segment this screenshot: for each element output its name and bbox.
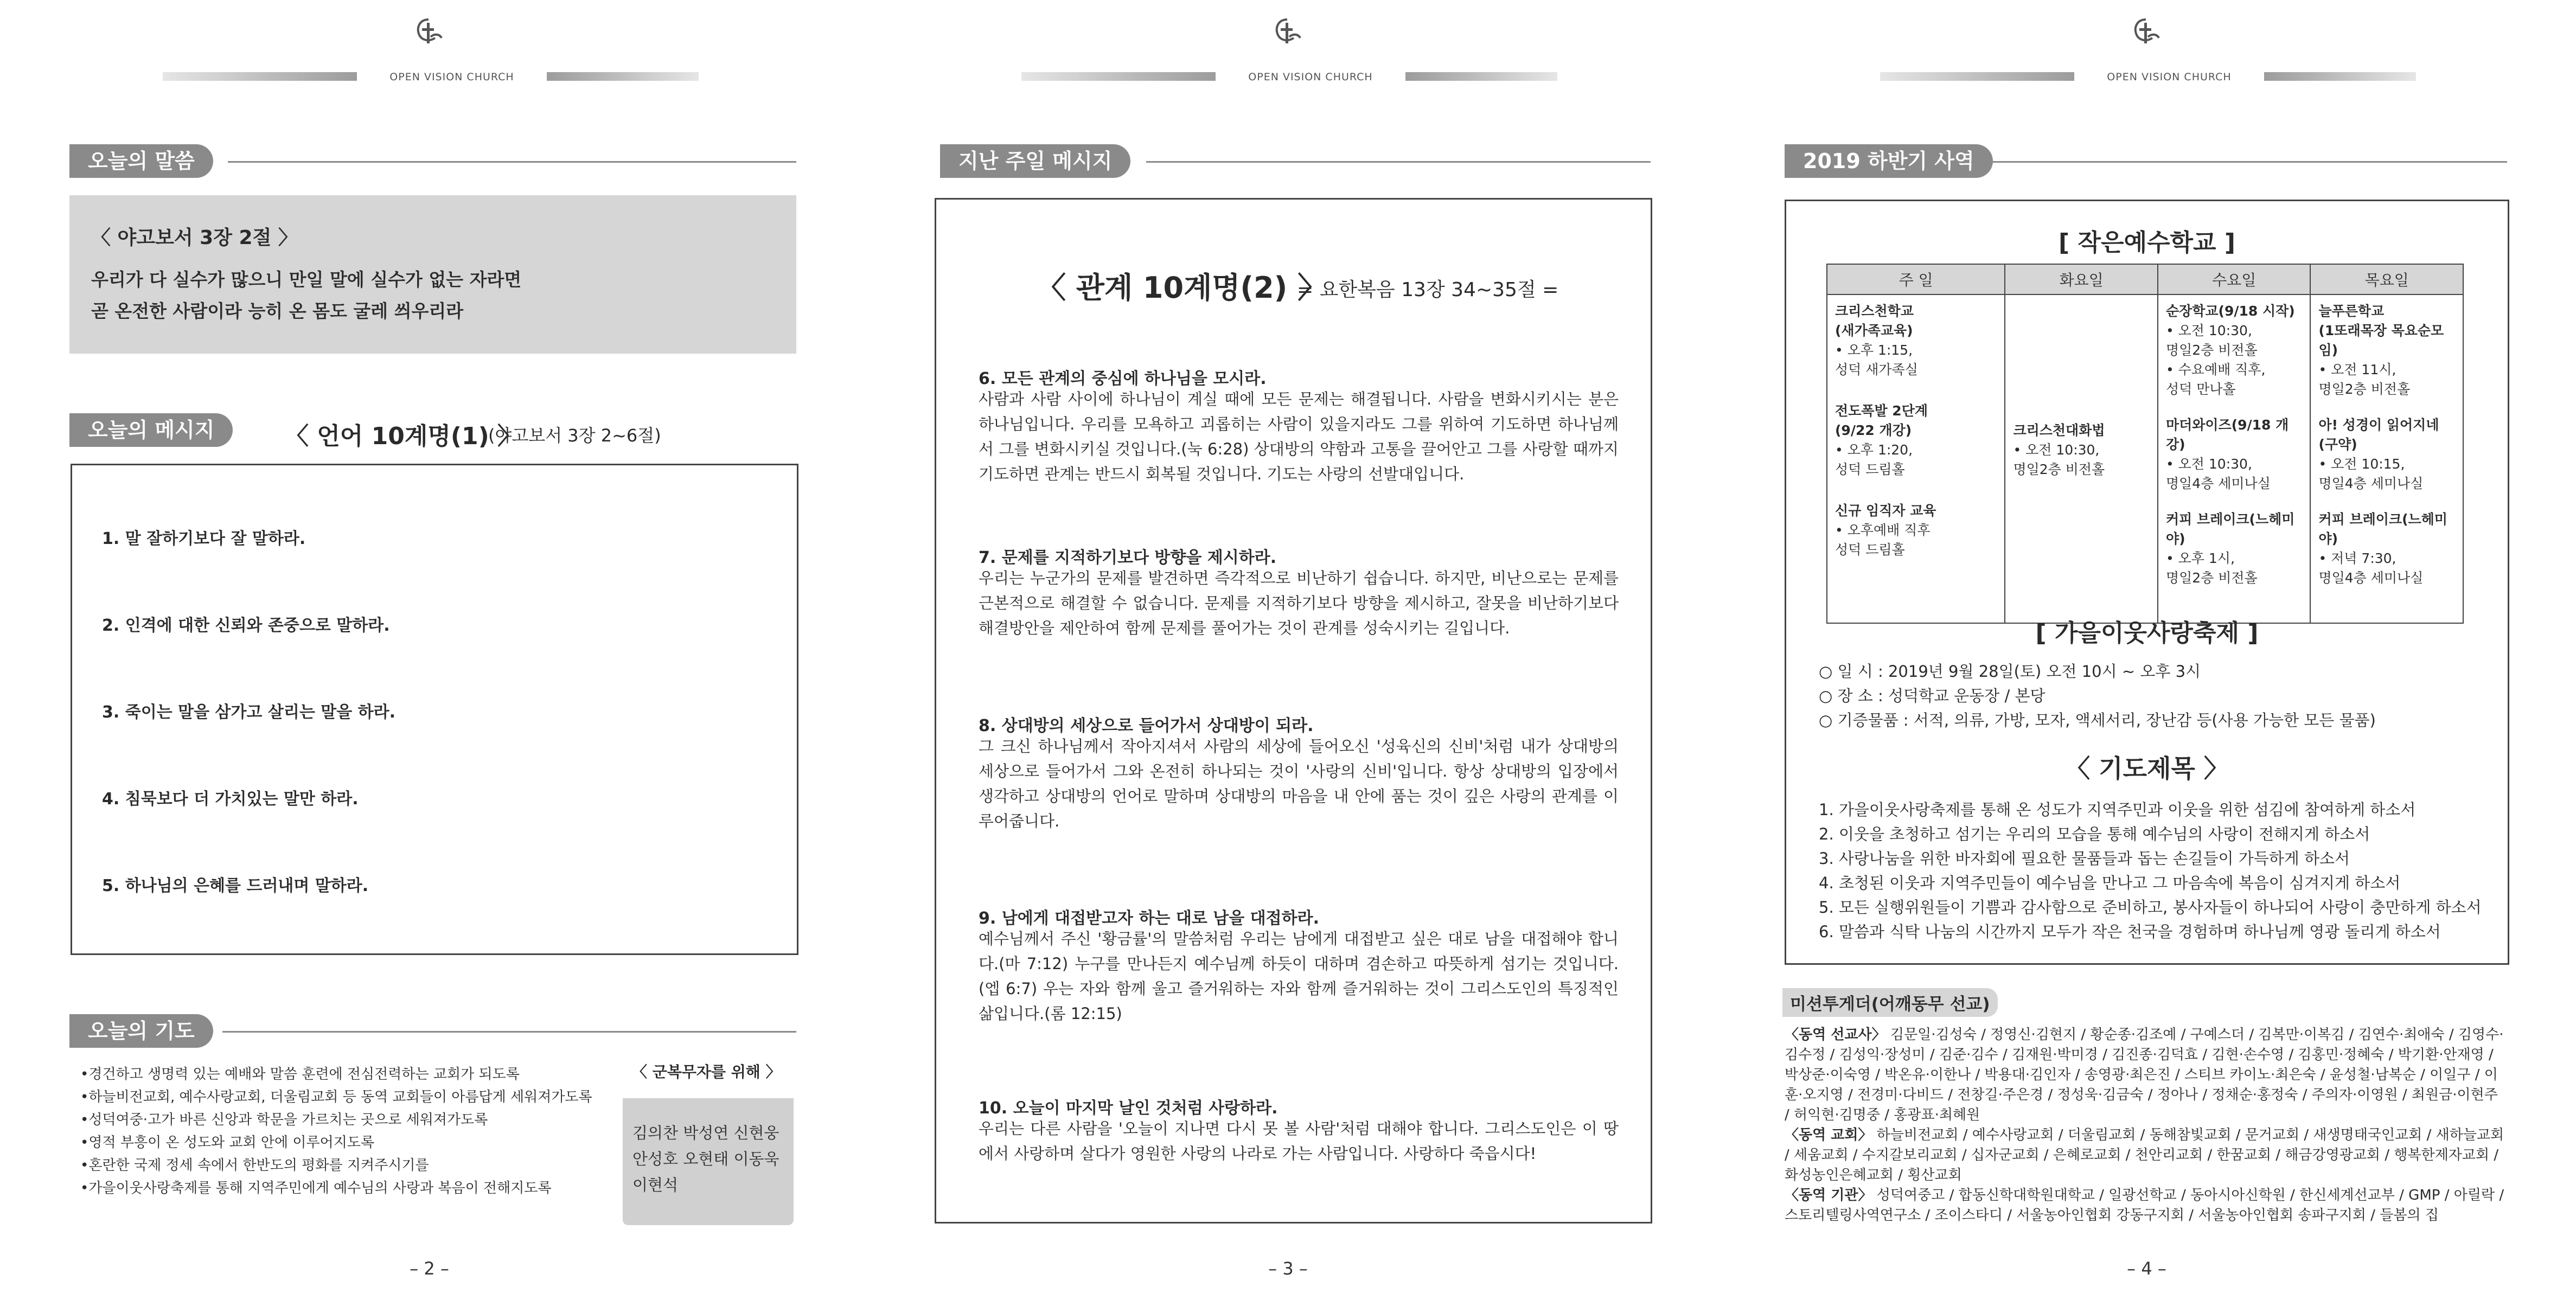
festival-title: [ 가을이웃사랑축제 ] (2035, 619, 2259, 647)
table-cell-tuesday (2005, 294, 2158, 623)
military-box (623, 1098, 794, 1225)
class-name: 커피 브레이크(느헤미야) (2165, 511, 2295, 547)
mission-entry (1785, 1186, 2506, 1226)
verse-box (69, 195, 796, 354)
church-name: OPEN VISION CHURCH (2107, 71, 2232, 83)
section-rule (222, 1031, 796, 1033)
bulletin-page-3 (859, 0, 1717, 1294)
prayer-item: •경건하고 생명력 있는 예배와 말씀 훈련에 전심전력하는 교회가 되도록 (80, 1066, 520, 1082)
section-rule (1989, 161, 2507, 163)
mission-label: 〈동역 선교사〉 (1785, 1027, 1886, 1043)
header-bar-right (2264, 72, 2416, 81)
class-time: • 오전 11시, 명일2층 비전홀 (2318, 362, 2411, 397)
verse-line: 곧 온전한 사람이라 능히 온 몸도 굴레 씌우리라 (91, 300, 464, 322)
message-title: 〈 언어 10계명(1) 〉 (285, 422, 522, 450)
sermon-point-heading: 10. 오늘이 마지막 날인 것처럼 사랑하라. (979, 1099, 1278, 1118)
section-title-ministry: 2019 하반기 사역 (1785, 144, 1993, 178)
header-bar-left (163, 72, 357, 81)
prayer-topic: 1. 가을이웃사랑축제를 통해 온 성도가 지역주민과 이웃을 위한 섬김에 참여하게 하소서 (1819, 800, 2416, 819)
class-name: 순장학교(9/18 시작) (2165, 303, 2295, 319)
military-names: 이현석 (632, 1176, 679, 1194)
mission-entry (1785, 1125, 2506, 1186)
mission-entry (1785, 1025, 2506, 1125)
prayer-item: •하늘비전교회, 예수사랑교회, 더울림교회 등 동역 교회들이 아름답게 세워져가도록 (80, 1089, 592, 1105)
festival-info: ○ 장 소 : 성덕학교 운동장 / 본당 (1819, 687, 2046, 705)
prayer-topic: 6. 말씀과 식탁 나눔의 시간까지 모두가 작은 천국을 경험하며 하나님께 영광 돌리게 하소서 (1819, 923, 2441, 941)
section-title-prayer: 오늘의 기도 (69, 1014, 213, 1048)
verse-line: 우리가 다 실수가 많으니 만일 말에 실수가 없는 자라면 (91, 269, 522, 290)
festival-info: ○ 기증물품 : 서적, 의류, 가방, 모자, 액세서리, 장난감 등(사용 가능한 모든 물품) (1819, 711, 2376, 729)
school-title: [ 작은예수학교 ] (2059, 229, 2235, 257)
sermon-point-body: 그 크신 하나님께서 작아지셔서 사람의 세상에 들어오신 '성육신의 신비'처럼 내가 상대방의 세상으로 들어가서 그와 온전히 하나되는 것이 '사랑의 신비'입니다. 항상 상대방의 입장에서 생각하고 상대방의 언어로 말하며 상대방의 마음을 내 안에 품는 것이 깊은 사랑의 관계를 이루어줍니다. (979, 737, 1619, 830)
page-number: – 2 – (410, 1258, 449, 1279)
header-bar-left (1880, 72, 2074, 81)
military-names: 안성호 오현태 이동욱 (632, 1150, 779, 1168)
message-item: 5. 하나님의 은혜를 드러내며 말하라. (102, 876, 369, 895)
class-time: • 오전 10:30, 명일4층 세미나실 (2165, 456, 2271, 491)
section-title-last-message: 지난 주일 메시지 (940, 144, 1130, 178)
mission-text: 하늘비전교회 / 예수사랑교회 / 더울림교회 / 동해참빛교회 / 문거교회 / 새생명태국인교회 / 새하늘교회 / 세움교회 / 수지갈보리교회 / 십자군교회 / 은혜로교회 / 천안리교회 / 한꿈교회 / 해금강영광교회 / 행복한제자교회 / 화성농인은혜교회 / 횡산교회 (1785, 1127, 2504, 1183)
class-time: • 오후예배 직후 성덕 드림홀 (1835, 522, 1931, 558)
sermon-point-body: 우리는 누군가의 문제를 발견하면 즉각적으로 비난하기 쉽습니다. 하지만, 비난으로는 문제를 근본적으로 해결할 수 없습니다. 문제를 지적하기보다 방향을 제시하고, 잘못을 비난하기보다 해결방안을 제안하여 함께 문제를 풀어가는 것이 관계를 성숙시키는 길입니다. (979, 569, 1619, 637)
verse-reference: 〈 야고보서 3장 2절 〉 (91, 227, 298, 249)
mission-label: 〈동역 교회〉 (1785, 1127, 1872, 1143)
class-name: 크리스천대화법 (2013, 422, 2105, 438)
sermon-point-body: 사람과 사람 사이에 하나님이 계실 때에 모든 문제는 해결됩니다. 사람을 변화시키시는 분은 하나님입니다. 우리를 모욕하고 괴롭히는 사람이 있을지라도 그를 위하여 기도하면 하나님께서 그를 변화시키실 것입니다.(눅 6:28) 상대방의 약함과 고통을 끌어안고 그를 사랑할 때까지 기도하면 관계는 반드시 회복될 것입니다. 기도는 사랑의 선발대입니다. (979, 390, 1619, 483)
class-time: • 오후 1:15, 성덕 새가족실 (1835, 342, 1918, 377)
class-name: 크리스천학교 (새가족교육) (1835, 303, 1914, 338)
sermon-box (935, 198, 1652, 1223)
section-rule (1146, 161, 1651, 163)
table-header: 화요일 (2005, 264, 2158, 294)
prayer-topic: 2. 이웃을 초청하고 섬기는 우리의 모습을 통해 예수님의 사랑이 전해지게 하소서 (1819, 825, 2370, 843)
bulletin-page-4 (1717, 0, 2576, 1294)
header-bar-left (1021, 72, 1216, 81)
page-header (859, 15, 1717, 83)
prayer-topic: 5. 모든 실행위원들이 기쁨과 감사함으로 준비하고, 봉사자들이 하나되어 사랑이 충만하게 하소서 (1819, 898, 2482, 917)
prayer-item: •혼란한 국제 정세 속에서 한반도의 평화를 지켜주시기를 (80, 1157, 429, 1174)
header-bar-right (547, 72, 699, 81)
sermon-point-body: 예수님께서 주신 '황금률'의 말씀처럼 우리는 남에게 대접받고 싶은 대로 남을 대접해야 합니다.(마 7:12) 누구를 만나든지 예수님께 하듯이 대하며 겸손하고 따뜻하게 섬기는 것입니다.(엡 6:7) 우는 자와 함께 울고 즐거워하는 자와 함께 즐거워하는 것이 그리스도인의 특징적인 삶입니다.(롬 12:15) (979, 930, 1619, 1023)
class-time: • 저녁 7:30, 명일4층 세미나실 (2318, 550, 2424, 586)
page-header (0, 15, 859, 83)
class-name: 전도폭발 2단계 (9/22 개강) (1835, 403, 1928, 438)
sermon-point-body: 우리는 다른 사람을 '오늘이 지나면 다시 못 볼 사람'처럼 대해야 합니다. 그리스도인은 이 땅에서 사랑하며 살다가 영원한 사랑의 나라로 가는 사람입니다. 사랑하다 죽읍시다! (979, 1119, 1619, 1163)
sermon-point-heading: 8. 상대방의 세상으로 들어가서 상대방이 되라. (979, 716, 1314, 735)
class-name: 마더와이즈(9/18 개강) (2165, 417, 2289, 452)
prayer-topic: 4. 초청된 이웃과 지역주민들이 예수님을 만나고 그 마음속에 복음이 심겨지게 하소서 (1819, 874, 2401, 892)
prayer-item: •가을이웃사랑축제를 통해 지역주민에게 예수님의 사랑과 복음이 전해지도록 (80, 1180, 552, 1196)
mission-text: 김문일·김성숙 / 정영신·김현지 / 황순종·김조예 / 구예스더 / 김복만·이복김 / 김연수·최애숙 / 김영수·김수정 / 김성익·장성미 / 김준·김수 / 김재원·박미경 / 김진종·김덕효 / 김현·손수영 / 김홍민·정혜숙 / 박기환·안재영 / 박상준·이숙영 / 박온유·이한나 / 박용대·김인자 / 송영광·최은진 / 스티브 카이노·최은숙 / 윤성철·남복순 / 이일구 / 이훈·오지영 / 전경미·다비드 / 전창길·주은경 / 정성욱·김금숙 / 정아나 / 정채순·홍정숙 / 주의자·이영원 / 최원금·이현주 / 허익현·김명중 / 홍광표·최혜원 (1785, 1027, 2504, 1123)
sermon-point-heading: 9. 남에게 대접받고자 하는 대로 남을 대접하라. (979, 909, 1319, 928)
mission-list (1785, 1025, 2506, 1226)
prayer-topic: 3. 사랑나눔을 위한 바자회에 필요한 물품들과 돕는 손길들이 가득하게 하소서 (1819, 849, 2350, 868)
table-header: 수요일 (2158, 264, 2311, 294)
section-title-word: 오늘의 말씀 (69, 144, 213, 178)
class-time: • 오후 1시, 명일2층 비전홀 (2165, 550, 2258, 586)
class-time: • 오전 10:30, 명일2층 비전홀 (2013, 442, 2105, 477)
prayer-list (80, 1063, 592, 1200)
church-logo-icon (412, 15, 445, 53)
class-time: • 오전 10:15, 명일4층 세미나실 (2318, 456, 2424, 491)
schedule-table (1826, 264, 2464, 624)
mission-title: 미션투게더(어깨동무 선교) (1782, 988, 1998, 1017)
page-number: – 3 – (1268, 1258, 1308, 1279)
mission-text: 성덕여중고 / 합동신학대학원대학교 / 일광선학교 / 동아시아신학원 / 한신세계선교부 / GMP / 아릴락 / 스토리텔링사역연구소 / 조이스타디 / 서울농아인협회 강동구지회 / 서울농아인협회 송파구지회 / 들봄의 집 (1785, 1187, 2504, 1223)
prayer-topics-title: 〈 기도제목 〉 (2065, 754, 2229, 783)
church-name: OPEN VISION CHURCH (389, 71, 514, 83)
page-header (1717, 15, 2576, 83)
table-header: 주 일 (1827, 264, 2005, 294)
church-logo-icon (2130, 15, 2162, 53)
bulletin-page-2 (0, 0, 859, 1294)
class-name: 커피 브레이크(느헤미야) (2318, 511, 2447, 547)
section-title-message: 오늘의 메시지 (69, 413, 233, 447)
class-name: 늘푸른학교 (1또래목장 목요순모임) (2318, 303, 2444, 358)
prayer-item: •성덕여중·고가 바른 신앙과 학문을 가르치는 곳으로 세워져가도록 (80, 1112, 488, 1128)
message-item: 1. 말 잘하기보다 잘 말하라. (102, 529, 306, 548)
ministry-box (1785, 200, 2509, 965)
class-time: • 오후 1:20, 성덕 드림홀 (1835, 442, 1913, 477)
table-cell-thursday (2310, 294, 2463, 623)
class-time: • 오전 10:30, 명일2층 비전홀 • 수요예배 직후, 성덕 만나홀 (2165, 323, 2266, 397)
message-item: 3. 죽이는 말을 삼가고 살리는 말을 하라. (102, 703, 396, 722)
festival-info: ○ 일 시 : 2019년 9월 28일(토) 오전 10시 ~ 오후 3시 (1819, 662, 2201, 681)
military-title: 〈 군복무자를 위해 〉 (632, 1063, 781, 1081)
class-name: 아! 성경이 읽어지네 (구약) (2318, 417, 2439, 452)
sermon-title: 〈 관계 10계명(2) 〉 (1037, 271, 1327, 305)
page-number: – 4 – (2127, 1258, 2166, 1279)
church-name: OPEN VISION CHURCH (1248, 71, 1373, 83)
class-name: 신규 임직자 교육 (1835, 503, 1936, 518)
church-logo-icon (1271, 15, 1303, 53)
message-item: 2. 인격에 대한 신뢰와 존중으로 말하라. (102, 616, 390, 635)
sermon-reference: = 요한복음 13장 34~35절 = (1297, 279, 1559, 301)
mission-label: 〈동역 기관〉 (1785, 1187, 1872, 1203)
table-cell-wednesday (2158, 294, 2311, 623)
military-names: 김의찬 박성연 신현웅 (632, 1124, 779, 1142)
table-header: 목요일 (2310, 264, 2463, 294)
message-box (71, 464, 798, 955)
section-rule (228, 161, 796, 163)
message-item: 4. 침묵보다 더 가치있는 말만 하라. (102, 790, 359, 809)
message-reference: (야고보서 3장 2~6절) (488, 425, 661, 446)
prayer-item: •영적 부흥이 온 성도와 교회 안에 이루어지도록 (80, 1135, 375, 1151)
sermon-point-heading: 7. 문제를 지적하기보다 방향을 제시하라. (979, 548, 1277, 567)
header-bar-right (1405, 72, 1557, 81)
table-cell-sunday (1827, 294, 2005, 623)
sermon-point-heading: 6. 모든 관계의 중심에 하나님을 모시라. (979, 369, 1267, 388)
